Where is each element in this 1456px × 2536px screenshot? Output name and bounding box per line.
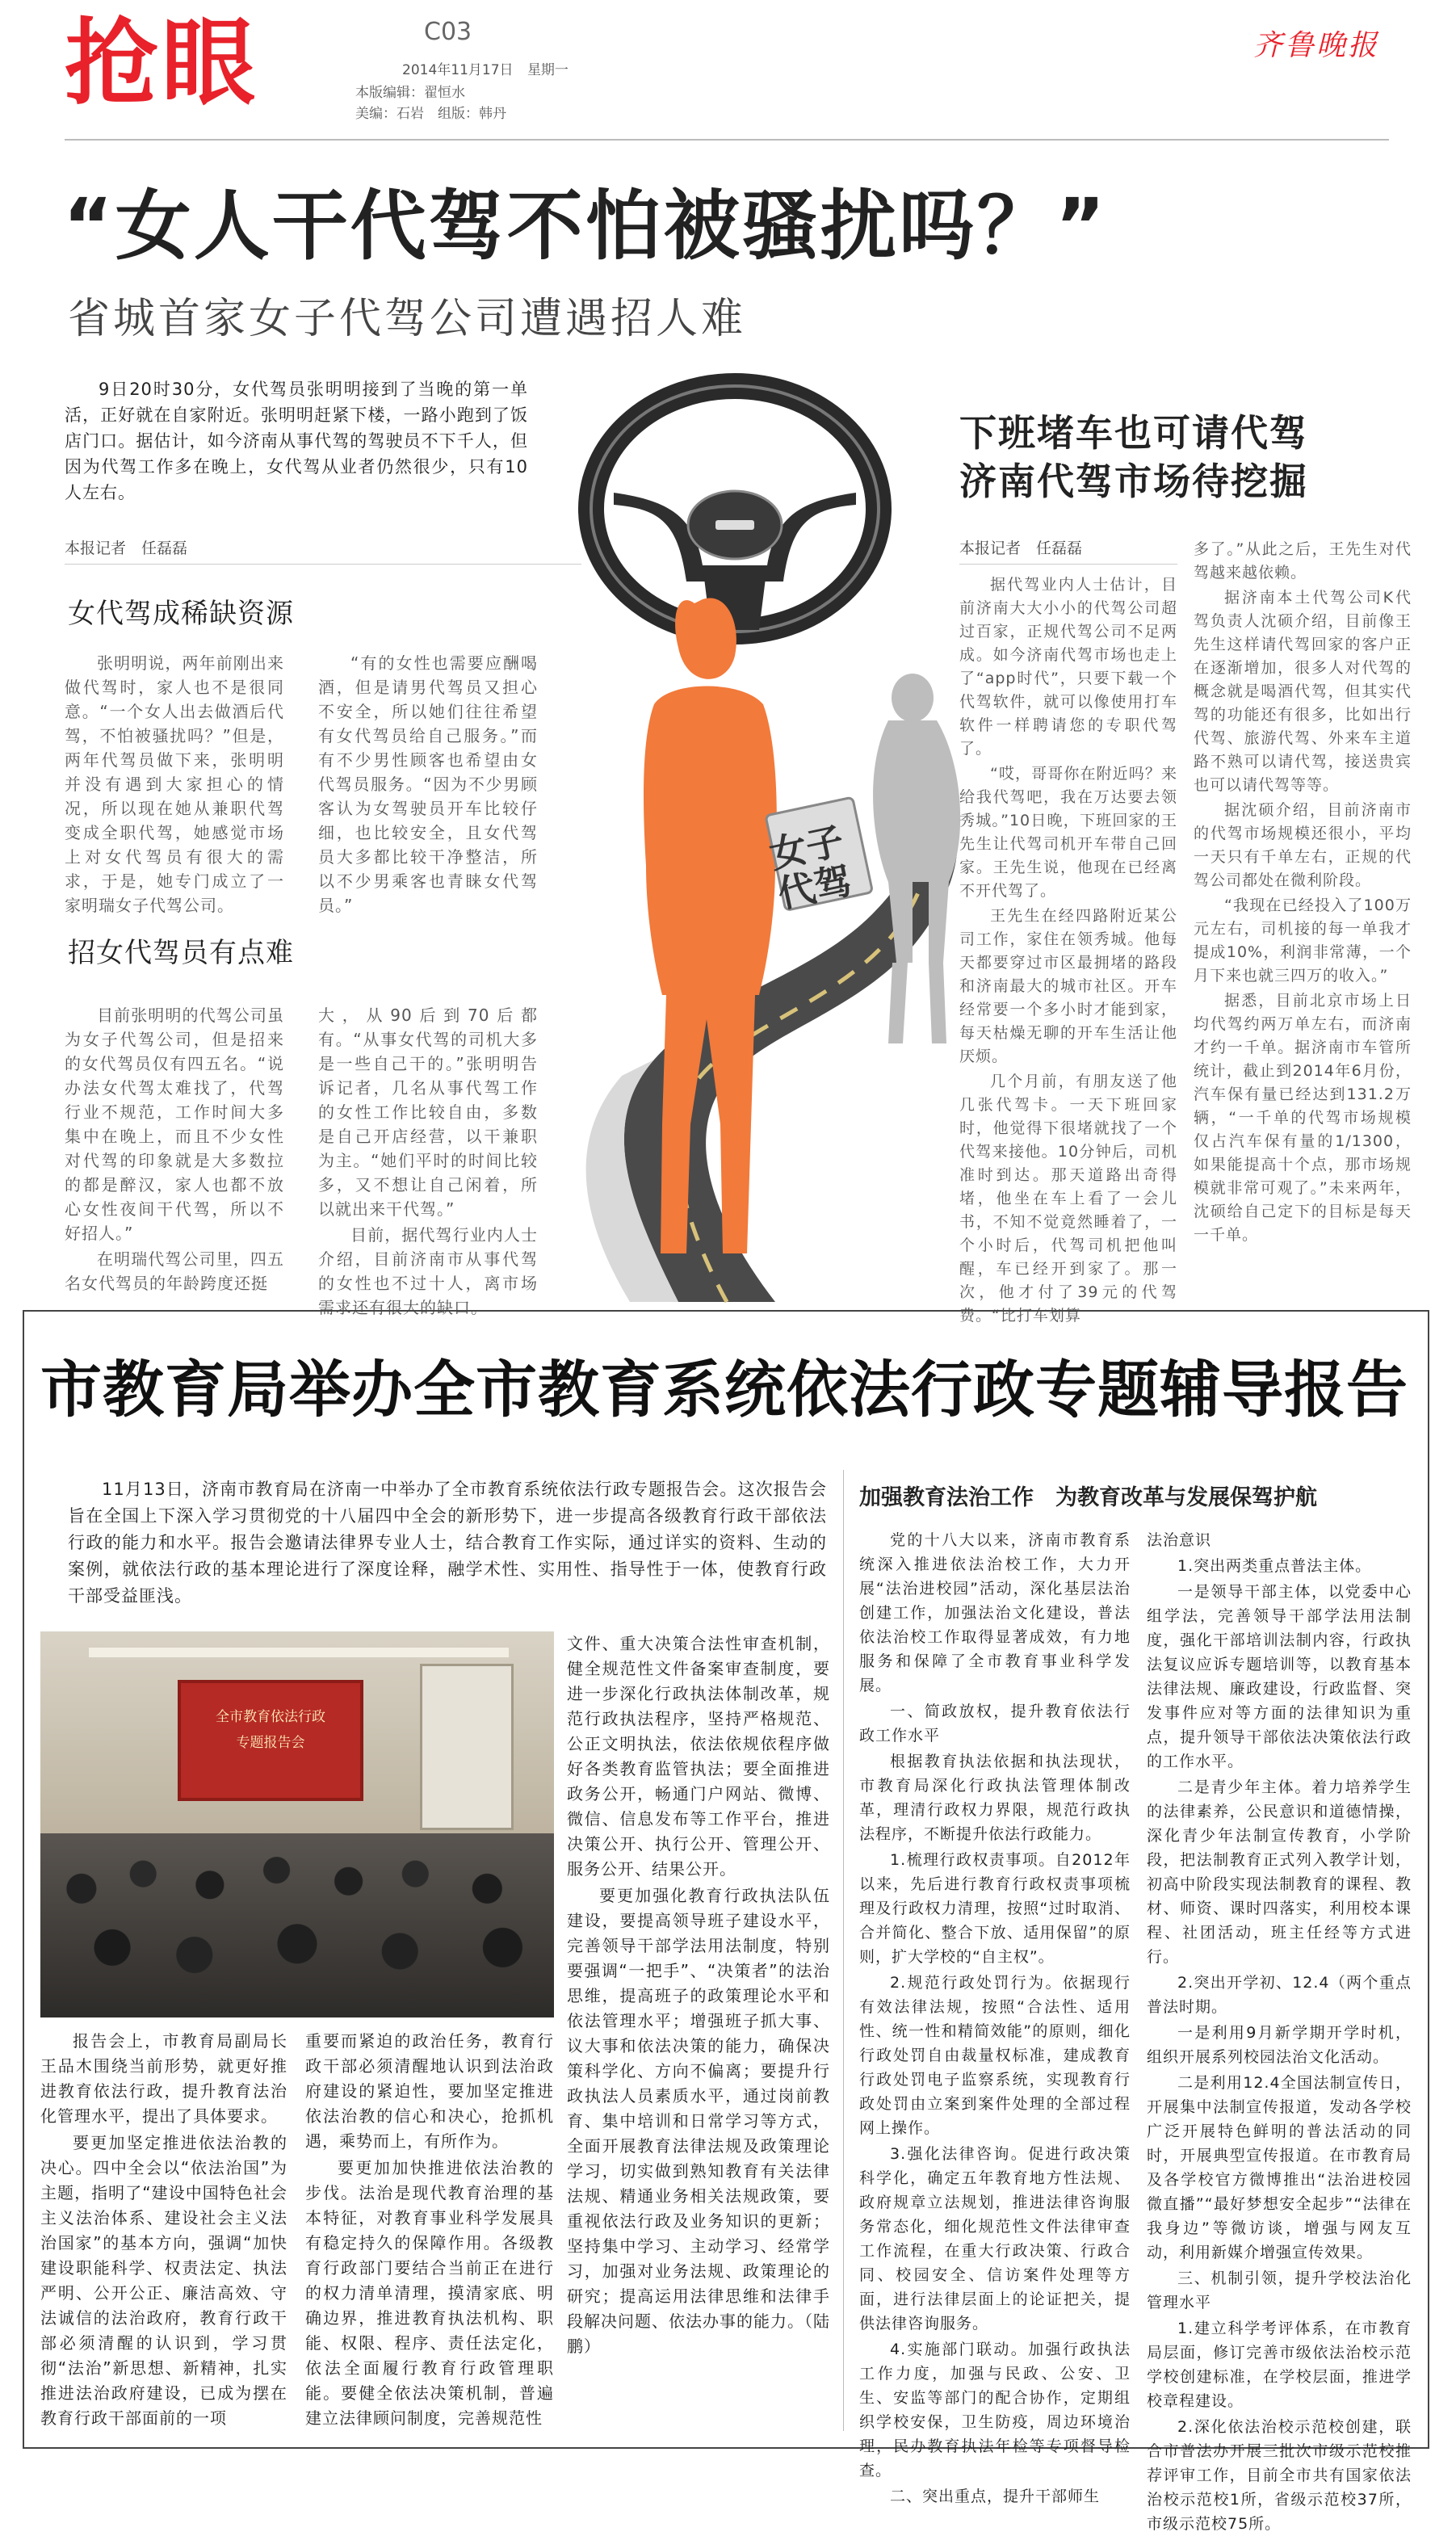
photo-window-right (420, 1664, 514, 1830)
paragraph: 法治意识 (1147, 1531, 1212, 1549)
story1-lead-text: 9日20时30分，女代驾员张明明接到了当晚的第一单活，正好就在自家附近。张明明赶紧下楼，一路小跑到了饭店门口。据估计，如今济南从事代驾的驾驶员不下千人，但因为代驾工作多在晚上，女代驾从业者仍然很少，只有10人左右。 (65, 380, 528, 502)
paragraph: 张明明说，两年前刚出来做代驾时，家人也不是很同意。“一个女人出去做酒后代驾，不怕被骚扰吗？”但是，两年代驾员做下来，张明明并没有遇到大家担心的情况，所以现在她从兼职代驾变成全职代驾，她感觉市场上对女代驾员有很大的需求，于是，她专门成立了一家明瑞女子代驾公司。 (65, 653, 284, 915)
brand-logo: 齐鲁晚报 (1253, 29, 1380, 62)
story2-col-right-of-photo (567, 1631, 830, 2431)
section2-col2 (318, 1003, 538, 1317)
paragraph: “哎，哥哥你在附近吗？来给我代驾吧，我在万达要去领秀城。”10日晚，下班回家的王先生让代驾司机开车带自己回家。王先生说，他现在已经离不开代驾了。 (959, 765, 1177, 900)
story2-headline: 市教育局举办全市教育系统依法行政专题辅导报告 (40, 1354, 1408, 1425)
story2-lead (68, 1476, 827, 1614)
paragraph: 一是领导干部主体，以党委中心组学法，完善领导干部学法用法制度，强化干部培训法制内容，行政执法复议应诉专题培训等，以教育基本法律法规、廉政建设，行政监督、突发事件应对等方面的法律知识为重点，提升领导干部依法决策依法行政的工作水平。 (1147, 1583, 1412, 1770)
paragraph: 党的十八大以来，济南市教育系统深入推进依法治校工作，大力开展“法治进校园”活动，深化基层法治创建工作，加强法治文化建设，普法依法治校工作取得显著成效，有力地服务和保障了全市教育事业科学发展。 (859, 1531, 1131, 1694)
story2-lead-text: 11月13日，济南市教育局在济南一中举办了全市教育系统依法行政专题报告会。这次报告会旨在全国上下深入学习贯彻党的十八届四中全会的新形势下，进一步提高各级教育行政干部依法行政的能力和水平。报告会邀请法律界专业人士，结合教育工作实际，通过详实的资料、生动的案例，就依法行政的基本理论进行了深度诠释，融学术性、实用性、指导性于一体，使教育行政干部受益匪浅。 (68, 1480, 827, 1606)
design-line: 美编：石岩 组版：韩丹 (355, 106, 506, 122)
paragraph: 要更加坚定推进依法治教的决心。四中全会以“依法治国”为主题，指明了“建设中国特色社会主义法治体系、建设社会主义法治国家”的基本方向，强调“加快建设职能科学、权责法定、执法严明、公开公正、廉洁高效、守法诚信的法治政府，教育行政干部必须清醒的认识到，学习贯彻“法治”新思想、新精神，扎实推进法治政府建设，已成为摆在教育行政干部面前的一项 (40, 2133, 287, 2428)
paragraph: 大，从90后到70后都有。“从事女代驾的司机大多是一些自己干的。”张明明告诉记者，几名从事代驾工作的女性工作比较自由，多数是自己开店经营，以干兼职为主。“她们平时的时间比较多，又不想让自己闲着，所以就出来干代驾。” (318, 1006, 538, 1219)
paragraph: 据悉，目前北京市场上日均代驾约两万单左右，而济南才约一千单。据济南市车管所统计，截止到2014年6月份，汽车保有量已经达到131.2万辆，“一千单的代驾市场规模仅占汽车保有量的1/1300，如果能提高十个点，那市场规模就非常可观了。”未来两年，沈硕给自己定下的目标是每天一千单。 (1194, 992, 1412, 1244)
paragraph: 多了。”从此之后，王先生对代驾越来越依赖。 (1194, 540, 1412, 582)
paragraph: 1.建立科学考评体系，在市教育局层面，修订完善市级依法治校示范学校创建标准，在学校层面，推进学校章程建设。 (1147, 2320, 1412, 2410)
paragraph: 一是利用9月新学期开学时机，组织开展系列校园法治文化活动。 (1147, 2024, 1412, 2066)
section2-heading: 招女代驾员有点难 (68, 937, 294, 969)
photo-screen (178, 1680, 363, 1801)
paragraph: 据沈硕介绍，目前济南市的代驾市场规模还很小，平均一天只有千单左右，正规的代驾公司都处在微利阶段。 (1194, 801, 1412, 889)
paragraph: 一、简政放权，提升教育依法行政工作水平 (859, 1703, 1131, 1745)
paragraph: 3.强化法律咨询。促进行政决策科学化，确定五年教育地方性法规、政府规章立法规划，推进法律咨询服务常态化，细化规范性文件法律审查工作流程，在重大行政决策、行政合同、校园安全、信访案件处理等方面，进行法律层面上的论证把关，提供法律咨询服务。 (859, 2145, 1131, 2332)
issue-date (402, 58, 569, 78)
paragraph: 二是青少年主体。着力培养学生的法律素养，公民意识和道德情操，深化青少年法制宣传教育，小学阶段，把法制教育正式列入教学计划，初高中阶段实现法制教育的课程、教材、师资、课时四落实，利用校本课程、社团活动，班主任经等方式进行。 (1147, 1778, 1412, 1966)
story1-lead (65, 376, 528, 538)
paragraph: 王先生在经四路附近某公司工作，家住在领秀城。他每天都要穿过市区最拥堵的路段和济南最大的城市社区。开车经常要一个多小时才能到家，每天枯燥无聊的开车生活让他厌烦。 (959, 907, 1177, 1065)
illustration-female-driver (533, 349, 985, 1302)
sidebar-byline-rule (959, 564, 1177, 565)
story2-right-col2 (1147, 1528, 1412, 2533)
section2-col1 (65, 1003, 284, 1300)
story2-col-bottom-left (40, 2029, 287, 2433)
photo-banner-line2: 专题报告会 (236, 1735, 305, 1751)
paragraph: 目前，据代驾行业内人士介绍，目前济南市从事代驾的女性也不过十人，离市场需求还有很大的缺口。 (318, 1225, 538, 1317)
byline-divider (65, 564, 581, 565)
story2-right-heading: 加强教育法治工作 为教育改革与发展保驾护航 (859, 1485, 1317, 1510)
paragraph: 要更加加快推进依法治教的步伐。法治是现代教育治理的基本特征，对教育事业科学发展具有稳定持久的保障作用。各级教育行政部门要结合当前正在进行的权力清单清理，摸清家底、明确边界，推进教育执法机构、职能、权限、程序、责任法定化，依法全面履行教育行政管理职能。要健全依法决策机制，普遍建立法律顾问制度，完善规范性 (305, 2158, 554, 2428)
paragraph: 报告会上，市教育局副局长王品木围绕当前形势，就更好推进教育依法行政，提升教育法治化管理水平，提出了具体要求。 (40, 2031, 287, 2126)
weekday-text: 星期一 (527, 62, 569, 78)
section1-col2 (318, 651, 538, 917)
date-text: 2014年11月17日 (402, 62, 514, 78)
story2-vertical-divider (843, 1470, 844, 2431)
paragraph: 几个月前，有朋友送了他几张代驾卡。一天下班回家时，他觉得下很堵就找了一个代驾来接他。10分钟后，司机准时到达。那天道路出奇得堵，他坐在车上看了一会儿书，不知不觉竟然睡着了，一个小时后，代驾司机把他叫醒，车已经开到家了。那一次，他才付了39元的代驾费。“比打车划算 (959, 1073, 1177, 1325)
paragraph: 三、机制引领，提升学校法治化管理水平 (1147, 2269, 1412, 2311)
paragraph: 重要而紧迫的政治任务，教育行政干部必须清醒地认识到法治政府建设的紧迫性，要加坚定推进依法治教的信心和决心，抢抓机遇，乘势而上，有所作为。 (305, 2031, 554, 2151)
paragraph: 2.深化依法治校示范校创建，联合市普法办开展三批次市级示范校推荐评审工作，目前全市共有国家依法治校示范校1所，省级示范校37所，市级示范校75所。 (1147, 2418, 1412, 2533)
paragraph: 1.梳理行政权责事项。自2012年以来，先后进行教育行政权责事项梳理及行政权力清理，按照“过时取消、合并简化、整合下放、适用保留”的原则，扩大学校的“自主权”。 (859, 1851, 1131, 1966)
paragraph: 目前张明明的代驾公司虽为女子代驾公司，但是招来的女代驾员仅有四五名。“说办法女代驾太难找了，代驾行业不规范，工作时间大多集中在晚上，而且不少女性对代驾的印象就是大多数拉的都是醉汉，家人也都不放心女性夜间干代驾，所以不好招人。” (65, 1006, 284, 1243)
woman-silhouette-gray (873, 674, 960, 1043)
badge-text: 女子 代驾 (766, 818, 856, 917)
paragraph: “我现在已经投入了100万元左右，司机接的每一单我才提成10%，利润非常薄，一个月下来也就三四万的收入。” (1194, 896, 1412, 985)
steering-wheel-icon (591, 386, 879, 632)
meeting-photo (40, 1631, 554, 2017)
paragraph: “有的女性也需要应酬喝酒，但是请男代驾员又担心不安全，所以她们往往希望有女代驾员给自己服务。”而有不少男性顾客也希望由女代驾员服务。“因为不少男顾客认为女驾驶员开车比较仔细，也比较安全，且女代驾员大多都比较干净整洁，所以不少男乘客也青睐女代驾员。” (318, 653, 538, 915)
woman-silhouette-orange (644, 598, 777, 1253)
masthead-divider (65, 139, 1389, 141)
page-number: C03 (424, 18, 472, 46)
story2-col-bottom-mid (305, 2029, 554, 2433)
paragraph: 要更加强化教育行政执法队伍建设，要提高领导班子建设水平，完善领导干部学法用法制度，特别要强调“一把手”、“决策者”的法治思维，提高班子的政策理论水平和依法管理水平；增强班子抓大事、议大事和依法决策的能力，确保决策科学化、方向不偏离；要提升行政执法人员素质水平，通过岗前教育、集中培训和日常学习等方式，全面开展教育法律法规及政策理论学习，切实做到熟知教育有关法律法规、精通业务相关法规政策，要重视依法行政及业务知识的更新；坚持集中学习、主动学习、经常学习，加强对业务法规、政策理论的研究；提高运用法律思维和法律手段解决问题、依法办事的能力。（陆鹏） (567, 1886, 830, 2356)
paragraph: 据代驾业内人士估计，目前济南大大小小的代驾公司超过百家，正规代驾公司不足两成。如今济南代驾市场也走上了“app时代”，只要下载一个代驾软件，就可以像使用打车软件一样聘请您的专职代驾了。 (959, 576, 1177, 758)
paragraph: 二是利用12.4全国法制宣传日，开展集中法制宣传报道，发动各学校广泛开展特色鲜明的普法活动的同时，开展典型宣传报道。在市教育局及各学校官方微博推出“法治进校园微直播”“最好梦想安全起步”“法律在我身边”等微访谈，增强与网友互动，利用新媒介增强宣传效果。 (1147, 2074, 1412, 2261)
editor-line: 本版编辑：翟恒水 (355, 85, 465, 101)
sidebar-byline: 本报记者 任磊磊 (959, 540, 1083, 557)
paragraph: 根据教育执法依据和执法现状，市教育局深化行政执法管理体制改革，理清行政权力界限，规范行政执法程序，不断提升依法行政能力。 (859, 1753, 1131, 1843)
paragraph: 2.突出开学初、12.4（两个重点普法时期。 (1147, 1974, 1412, 2016)
photo-audience (40, 1833, 554, 2017)
paragraph: 2.规范行政处罚行为。依据现行有效法律法规，按照“合法性、适用性、统一性和精简效能”的原则，细化行政处罚自由裁量权标准，建成教育行政处罚电子监察系统，实现教育行政处罚由立案到案件处理的全部过程网上操作。 (859, 1974, 1131, 2137)
photo-ceiling-light (89, 1648, 509, 1657)
sidebar-col1 (959, 573, 1177, 1325)
sidebar-col2 (1194, 538, 1412, 1300)
section1-heading: 女代驾成稀缺资源 (68, 598, 294, 630)
section1-col1 (65, 651, 284, 917)
paragraph: 文件、重大决策合法性审查机制，健全规范性文件备案审查制度，要进一步深化行政执法体制改革，规范行政执法程序，坚持严格规范、公正文明执法，依法依规依程序做好各类教育监管执法；要全面推进政务公开，畅通门户网站、微博、微信、信息发布等工作平台，推进决策公开、执行公开、管理公开、服务公开、结果公开。 (567, 1634, 830, 1879)
paragraph: 在明瑞代驾公司里，四五名女代驾员的年龄跨度还挺 (65, 1249, 284, 1293)
sidebar-title-line1: 下班堵车也可请代驾 (959, 411, 1308, 455)
story1-subheadline: 省城首家女子代驾公司遭遇招人难 (68, 295, 747, 343)
story1-headline: “女人干代驾不怕被骚扰吗？” (63, 183, 1108, 271)
photo-banner-line1: 全市教育依法行政 (216, 1709, 325, 1725)
paragraph: 二、突出重点，提升干部师生 (890, 2488, 1101, 2505)
paragraph: 1.突出两类重点普法主体。 (1177, 1557, 1372, 1575)
sidebar-title-line2: 济南代驾市场待挖掘 (959, 460, 1308, 503)
paragraph: 据济南本土代驾公司K代驾负责人沈硕介绍，目前像王先生这样请代驾回家的客户正在逐渐增加，很多人对代驾的概念就是喝酒代驾，但其实代驾的功能还有很多，比如出行代驾、旅游代驾、外来车主道路不熟可以请代驾，接送贵宾也可以请代驾等等。 (1194, 589, 1412, 794)
paragraph: 4.实施部门联动。加强行政执法工作力度，加强与民政、公安、卫生、安监等部门的配合协作，定期组织学校安保，卫生防疫，周边环境治理，民办教育执法年检等专项督导检查。 (859, 2341, 1131, 2479)
story1-byline: 本报记者 任磊磊 (65, 540, 188, 557)
story2-right-col1 (859, 1528, 1131, 2505)
section-title: 抢眼 (65, 9, 258, 118)
